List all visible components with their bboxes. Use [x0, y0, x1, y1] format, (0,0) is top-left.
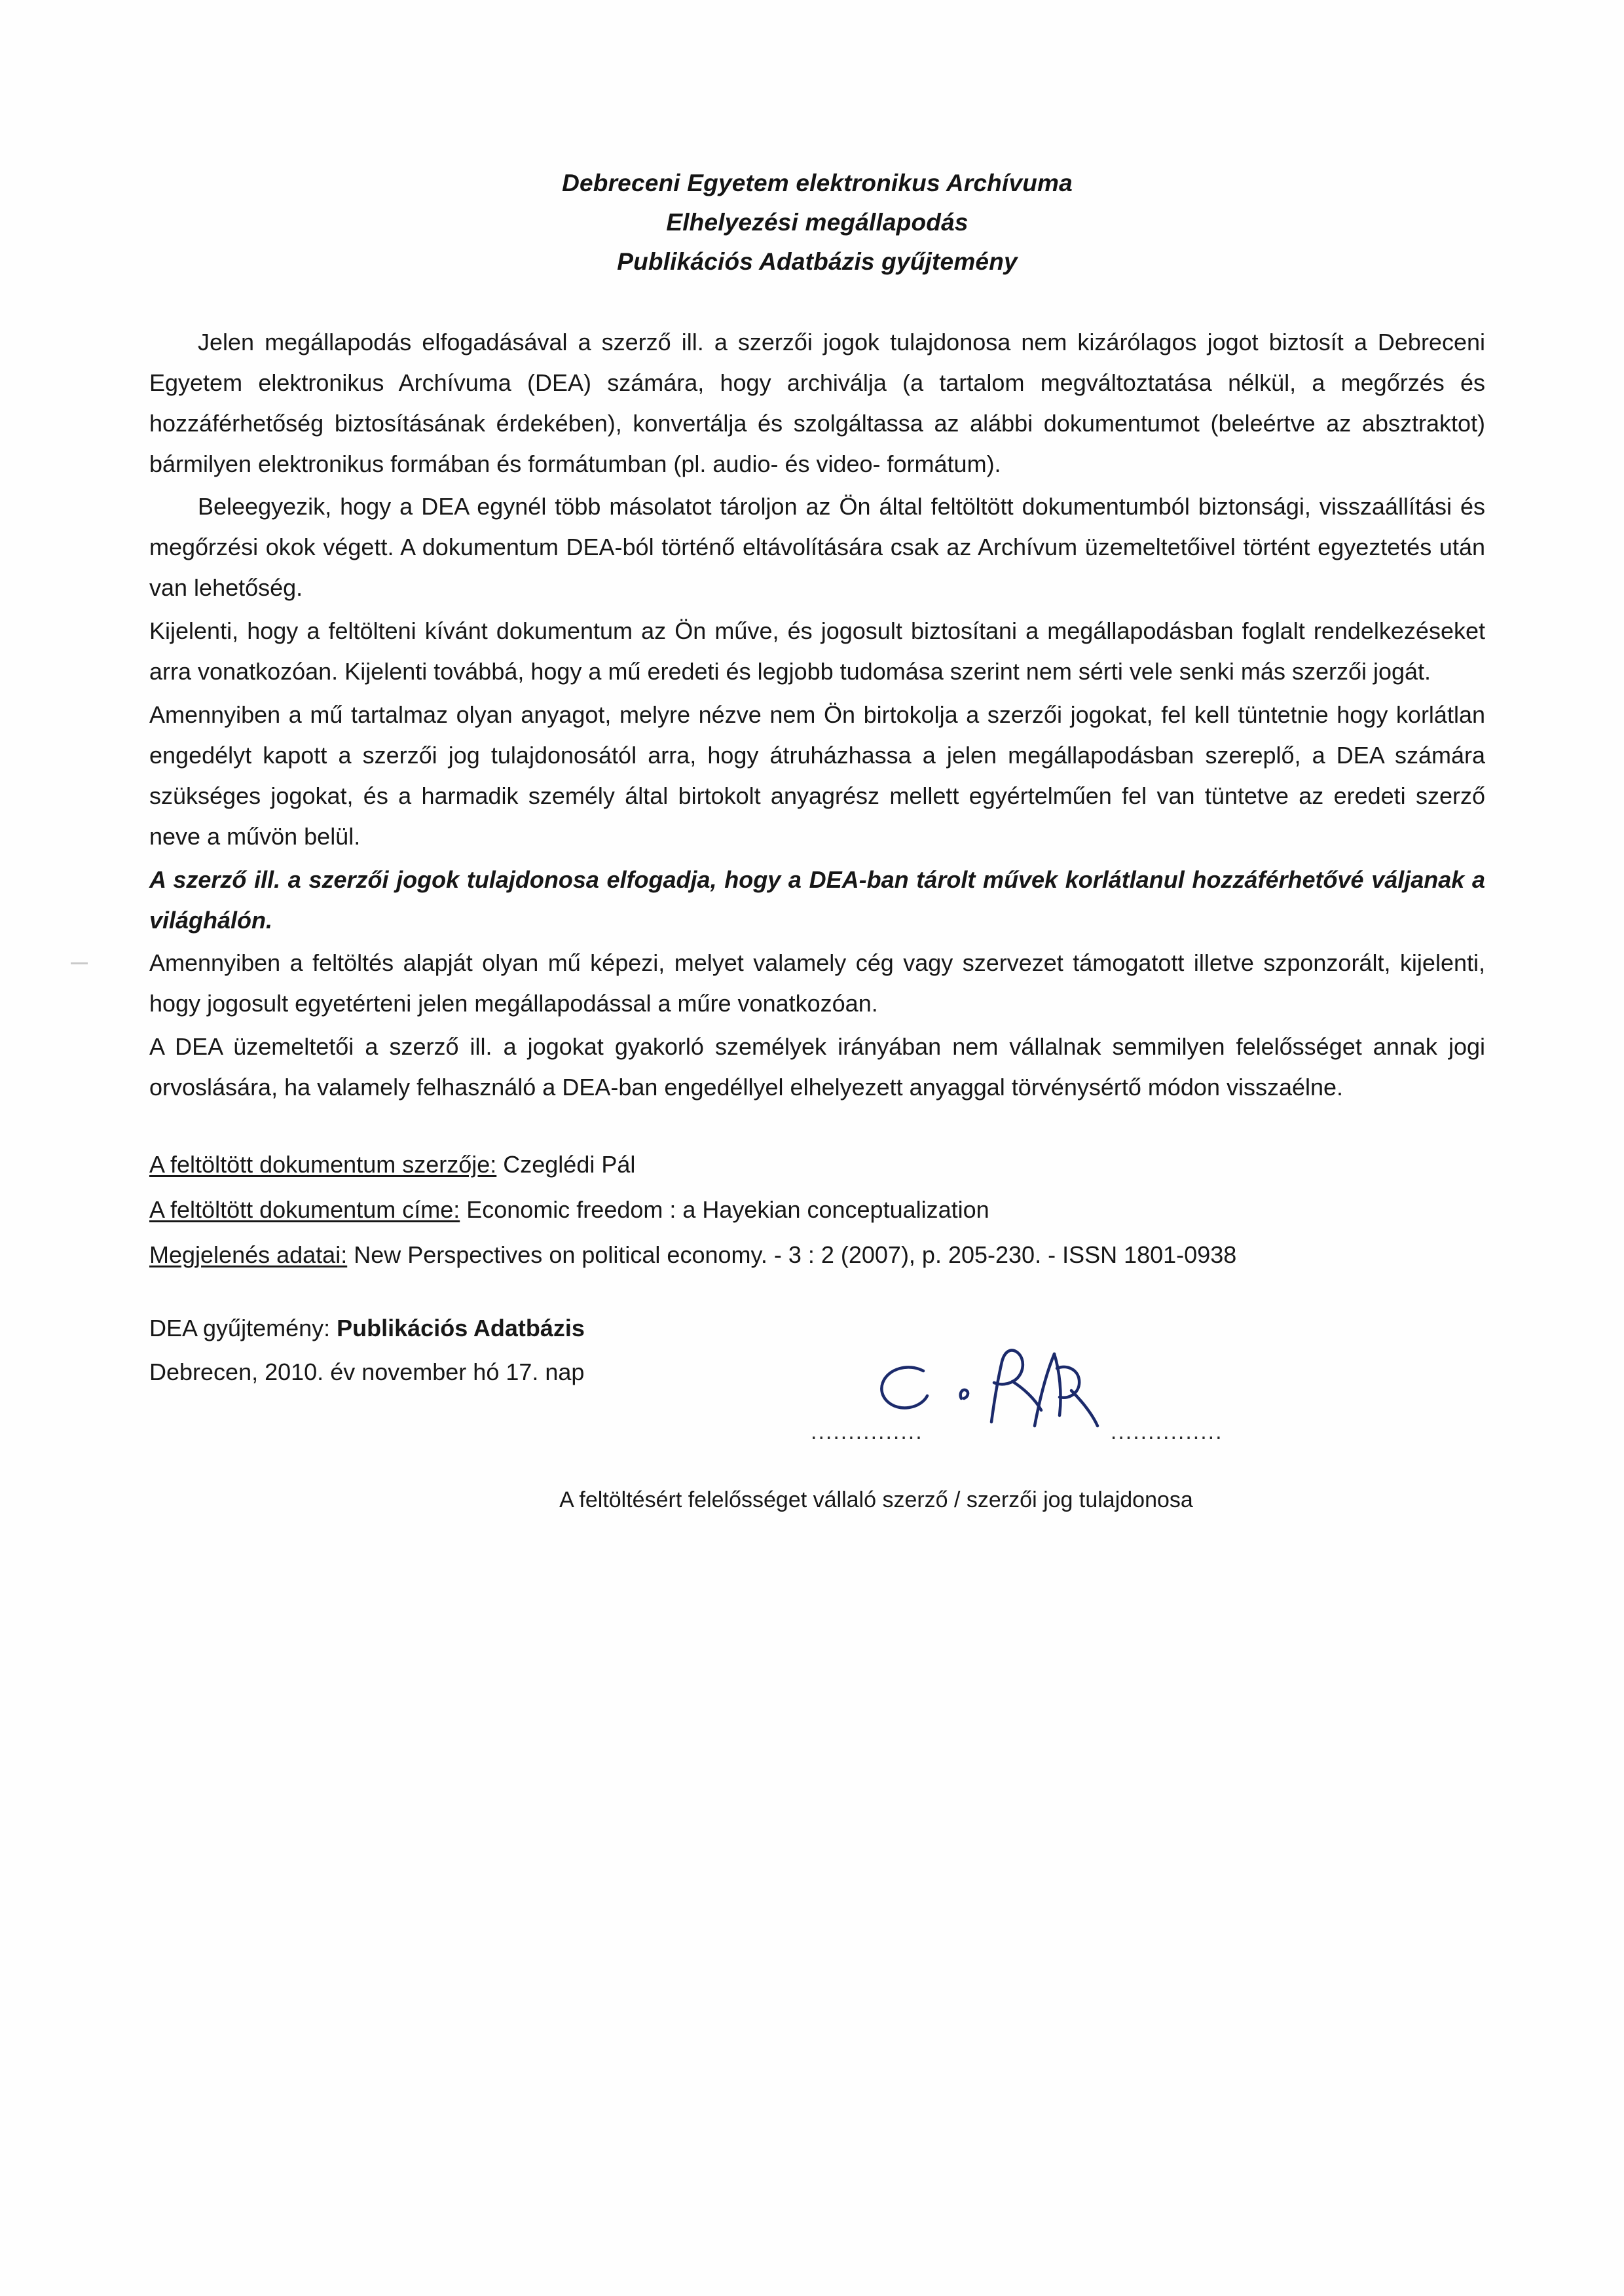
document-metadata-fields: [149, 1144, 1485, 1275]
agreement-paragraph-7: A DEA üzemeltetői a szerző ill. a jogokat gyakorló személyek irányában nem vállalnak semmilyen felelősséget annak jogi orvoslására, ha valamely felhasználó a DEA-ban engedéllyel elhelyezett anyaggal törvénysértő módon visszaélne.: [149, 1033, 1485, 1101]
title-line-1: Debreceni Egyetem elektronikus Archívuma: [562, 170, 1073, 196]
signature-dots-right: ...............: [1110, 1419, 1223, 1444]
field-publication-details: [149, 1235, 1485, 1275]
agreement-paragraph-4: Amennyiben a mű tartalmaz olyan anyagot, melyre nézve nem Ön birtokolja a szerzői jogokat, fel kell tüntetnie hogy korlátlan engedélyt kapott a szerzői jog tulajdonosától arra, hogy átruházhassa a jelen megállapodásban szereplő, a DEA számára szükséges jogokat, és a harmadik személy által birtokolt anyagrész mellett egyértelműen fel van tüntetve az eredeti szerző neve a művön belül.: [149, 701, 1485, 850]
dea-collection-value: Publikációs Adatbázis: [337, 1314, 585, 1341]
field-document-title-value: Economic freedom : a Hayekian conceptualization: [460, 1196, 989, 1224]
dea-collection-label: DEA gyűjtemény:: [149, 1314, 337, 1341]
document-title-block: [149, 164, 1485, 282]
title-line-2: Elhelyezési megállapodás: [666, 208, 969, 236]
title-line-3: Publikációs Adatbázis gyűjtemény: [617, 247, 1018, 275]
field-publication-details-label: Megjelenés adatai:: [149, 1241, 348, 1269]
field-document-title: [149, 1190, 1485, 1230]
field-author-value: Czeglédi Pál: [496, 1151, 636, 1178]
document-content: [149, 164, 1485, 1513]
agreement-paragraph-5-emphasis: A szerző ill. a szerzői jogok tulajdonosa elfogadja, hogy a DEA-ban tárolt művek korlátlanul hozzáférhetővé váljanak a világhálón.: [149, 866, 1485, 934]
place-date-row: Debrecen, 2010. év november hó 17. nap: [149, 1358, 585, 1385]
field-publication-details-value: New Perspectives on political economy. - 3 : 2 (2007), p. 205-230. - ISSN 1801-0938: [347, 1241, 1237, 1269]
signature-dotted-line: [811, 1419, 1223, 1445]
field-author: [149, 1144, 1485, 1184]
page-edge-mark: [71, 962, 88, 964]
signature-area: [149, 1349, 1485, 1473]
agreement-paragraph-3: Kijelenti, hogy a feltölteni kívánt dokumentum az Ön műve, és jogosult biztosítani a megállapodásban foglalt rendelkezéseket arra vonatkozóan. Kijelenti továbbá, hogy a mű eredeti és legjobb tudomása szerint nem sérti vele senki más szerzői jogát.: [149, 617, 1485, 685]
field-author-label: A feltöltött dokumentum szerzője:: [149, 1151, 497, 1178]
signature-dots-left: ...............: [811, 1419, 923, 1444]
dea-collection-row: [149, 1308, 1485, 1348]
agreement-paragraph-6: Amennyiben a feltöltés alapját olyan mű képezi, melyet valamely cég vagy szervezet támogatott illetve szponzorált, kijelenti, hogy jogosult egyetérteni jelen megállapodással a műre vonatkozóan.: [149, 949, 1485, 1017]
agreement-paragraph-1: Jelen megállapodás elfogadásával a szerző ill. a szerzői jogok tulajdonosa nem kizárólagos jogot biztosít a Debreceni Egyetem elektronikus Archívuma (DEA) számára, hogy archiválja (a tartalom megváltoztatása nélkül, a megőrzés és hozzáférhetőség biztosításának érdekében), konvertálja és szolgáltassa az alábbi dokumentumot (beleértve az absztraktot) bármilyen elektronikus formában és formátumban (pl. audio- és video- formátum).: [149, 328, 1485, 477]
agreement-paragraph-2: Beleegyezik, hogy a DEA egynél több másolatot tároljon az Ön által feltöltött dokumentumból biztonsági, visszaállítási és megőrzési okok végett. A dokumentum DEA-ból történő eltávolítására csak az Archívum üzemeltetőivel történt egyeztetés után van lehetőség.: [149, 493, 1485, 602]
field-document-title-label: A feltöltött dokumentum címe:: [149, 1196, 460, 1224]
signature-caption: A feltöltésért felelősséget vállaló szerző / szerzői jog tulajdonosa: [559, 1487, 1193, 1512]
